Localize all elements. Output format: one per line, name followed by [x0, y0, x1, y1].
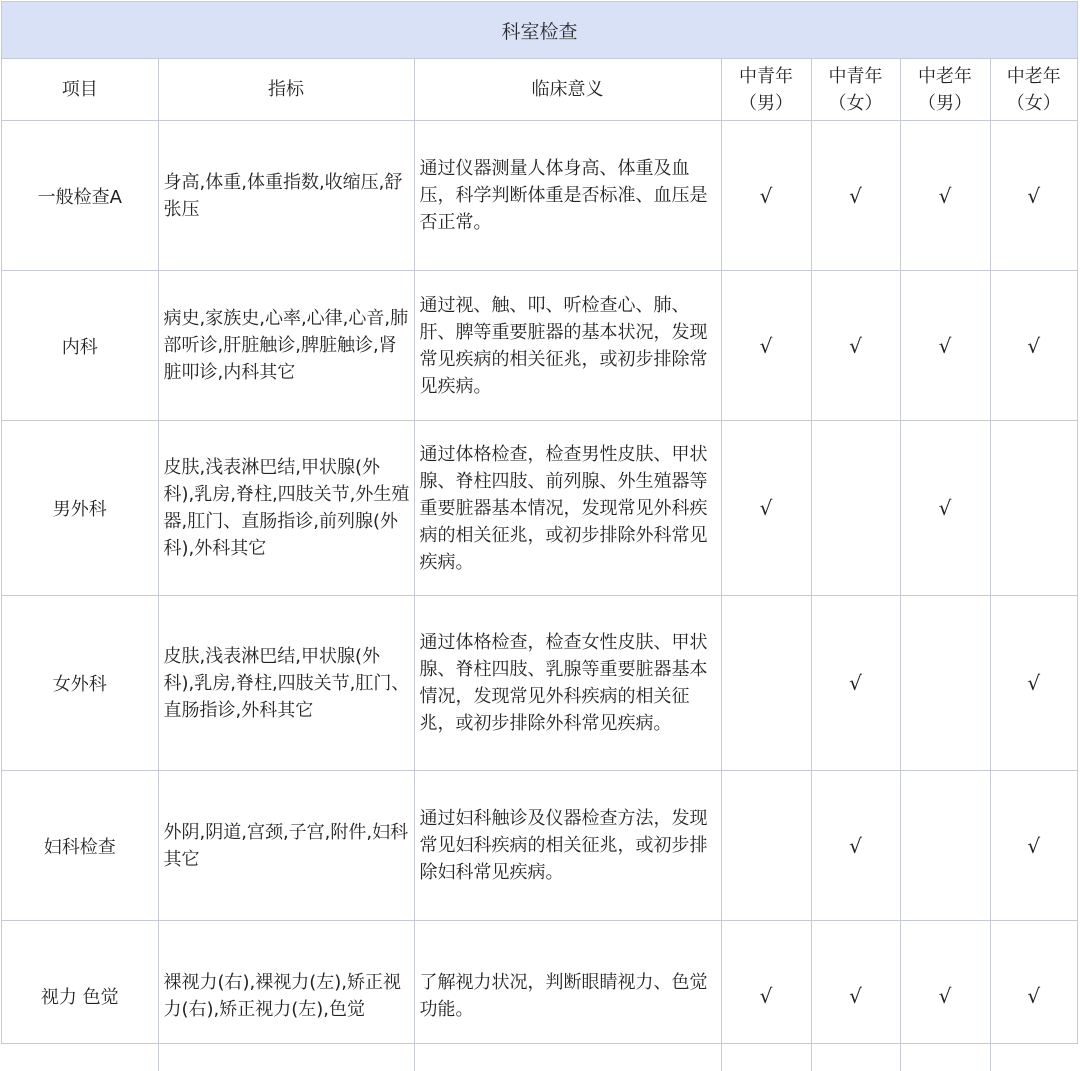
check-cell	[721, 121, 811, 271]
check-mark: √	[759, 983, 773, 1008]
table-row	[2, 421, 1077, 596]
table-row	[2, 771, 1077, 921]
indicator-cell: 皮肤,浅表淋巴结,甲状腺(外科),乳房,脊柱,四肢关节,外生殖器,肛门、直肠指诊,前列腺(外科),外科其它	[158, 421, 414, 596]
indicator-cell: 外阴,阴道,宫颈,子宫,附件,妇科其它	[158, 771, 414, 921]
indicator-cell: 裸视力(右),裸视力(左),矫正视力(右),矫正视力(左),色觉	[158, 921, 414, 1071]
check-mark: √	[1027, 833, 1041, 858]
check-cell	[990, 121, 1077, 271]
table-row	[2, 596, 1077, 771]
header-group-label: 中老年	[1006, 65, 1061, 87]
header-row	[2, 59, 1077, 121]
check-mark: √	[849, 333, 862, 358]
header-group-young-female	[811, 59, 900, 121]
header-group-old-female	[990, 59, 1077, 121]
clinical-cell: 通过视、触、叩、听检查心、肺、肝、脾等重要脏器的基本状况，发现常见疾病的相关征兆，或初步排除常见疾病。	[414, 271, 721, 421]
header-group-gender: （男）	[918, 92, 972, 114]
header-clinical: 临床意义	[414, 59, 721, 121]
header-indicator: 指标	[158, 59, 414, 121]
check-cell	[900, 771, 990, 921]
indicator-cell: 病史,家族史,心率,心律,心音,肺部听诊,肝脏触诊,脾脏触诊,肾脏叩诊,内科其它	[158, 271, 414, 421]
header-group-old-male	[900, 59, 990, 121]
clinical-cell: 通过仪器测量人体身高、体重及血压，科学判断体重是否标准、血压是否正常。	[414, 121, 721, 271]
item-cell: 一般检查A	[2, 121, 158, 271]
check-mark: √	[938, 183, 952, 208]
check-cell	[990, 421, 1077, 596]
item-cell: 视力 色觉	[2, 921, 158, 1071]
check-mark: √	[849, 671, 862, 695]
check-cell	[811, 271, 900, 421]
header-group-label: 中青年	[828, 65, 883, 87]
exam-table	[2, 59, 1077, 1071]
check-mark: √	[849, 983, 862, 1008]
check-cell	[900, 421, 990, 596]
check-cell	[990, 771, 1077, 921]
header-group-label: 中老年	[918, 65, 972, 87]
check-cell	[900, 596, 990, 771]
check-mark: √	[759, 496, 773, 520]
item-cell: 男外科	[2, 421, 158, 596]
check-mark: √	[938, 496, 952, 520]
check-cell	[721, 921, 811, 1071]
clinical-cell: 通过体格检查，检查男性皮肤、甲状腺、脊柱四肢、前列腺、外生殖器等重要脏器基本情况，发现常见外科疾病的相关征兆，或初步排除外科常见疾病。	[414, 421, 721, 596]
indicator-cell: 身高,体重,体重指数,收缩压,舒张压	[158, 121, 414, 271]
check-mark: √	[849, 183, 862, 208]
check-mark: √	[849, 833, 862, 858]
check-mark: √	[759, 333, 773, 358]
check-mark: √	[938, 333, 952, 358]
check-cell	[721, 271, 811, 421]
check-cell	[900, 271, 990, 421]
check-cell	[900, 921, 990, 1071]
check-cell	[811, 771, 900, 921]
indicator-cell: 皮肤,浅表淋巴结,甲状腺(外科),乳房,脊柱,四肢关节,肛门、直肠指诊,外科其它	[158, 596, 414, 771]
check-cell	[990, 271, 1077, 421]
check-mark: √	[1027, 183, 1041, 208]
table-title: 科室检查	[2, 2, 1077, 59]
clinical-cell: 通过体格检查，检查女性皮肤、甲状腺、脊柱四肢、乳腺等重要脏器基本情况，发现常见外科疾病的相关征兆，或初步排除外科常见疾病。	[414, 596, 721, 771]
item-cell: 女外科	[2, 596, 158, 771]
check-cell	[811, 421, 900, 596]
clinical-cell: 通过妇科触诊及仪器检查方法，发现常见妇科疾病的相关征兆，或初步排除妇科常见疾病。	[414, 771, 721, 921]
header-item: 项目	[2, 59, 158, 121]
header-group-gender: （女）	[1006, 92, 1061, 114]
clinical-cell: 了解视力状况，判断眼睛视力、色觉功能。	[414, 921, 721, 1071]
check-cell	[721, 771, 811, 921]
header-group-gender: （女）	[828, 92, 883, 114]
check-cell	[990, 596, 1077, 771]
header-group-young-male	[721, 59, 811, 121]
table-row	[2, 921, 1077, 1071]
check-cell	[811, 121, 900, 271]
exam-table-sheet	[1, 1, 1078, 1044]
check-mark: √	[1027, 333, 1041, 358]
check-mark: √	[1027, 983, 1041, 1008]
check-cell	[990, 921, 1077, 1071]
check-cell	[811, 921, 900, 1071]
table-row	[2, 121, 1077, 271]
check-cell	[721, 596, 811, 771]
table-row	[2, 271, 1077, 421]
check-cell	[900, 121, 990, 271]
item-cell: 内科	[2, 271, 158, 421]
header-group-label: 中青年	[739, 65, 793, 87]
check-cell	[811, 596, 900, 771]
check-mark: √	[1027, 671, 1041, 695]
check-cell	[721, 421, 811, 596]
check-mark: √	[938, 983, 952, 1008]
header-group-gender: （男）	[739, 92, 793, 114]
item-cell: 妇科检查	[2, 771, 158, 921]
check-mark: √	[759, 183, 773, 208]
